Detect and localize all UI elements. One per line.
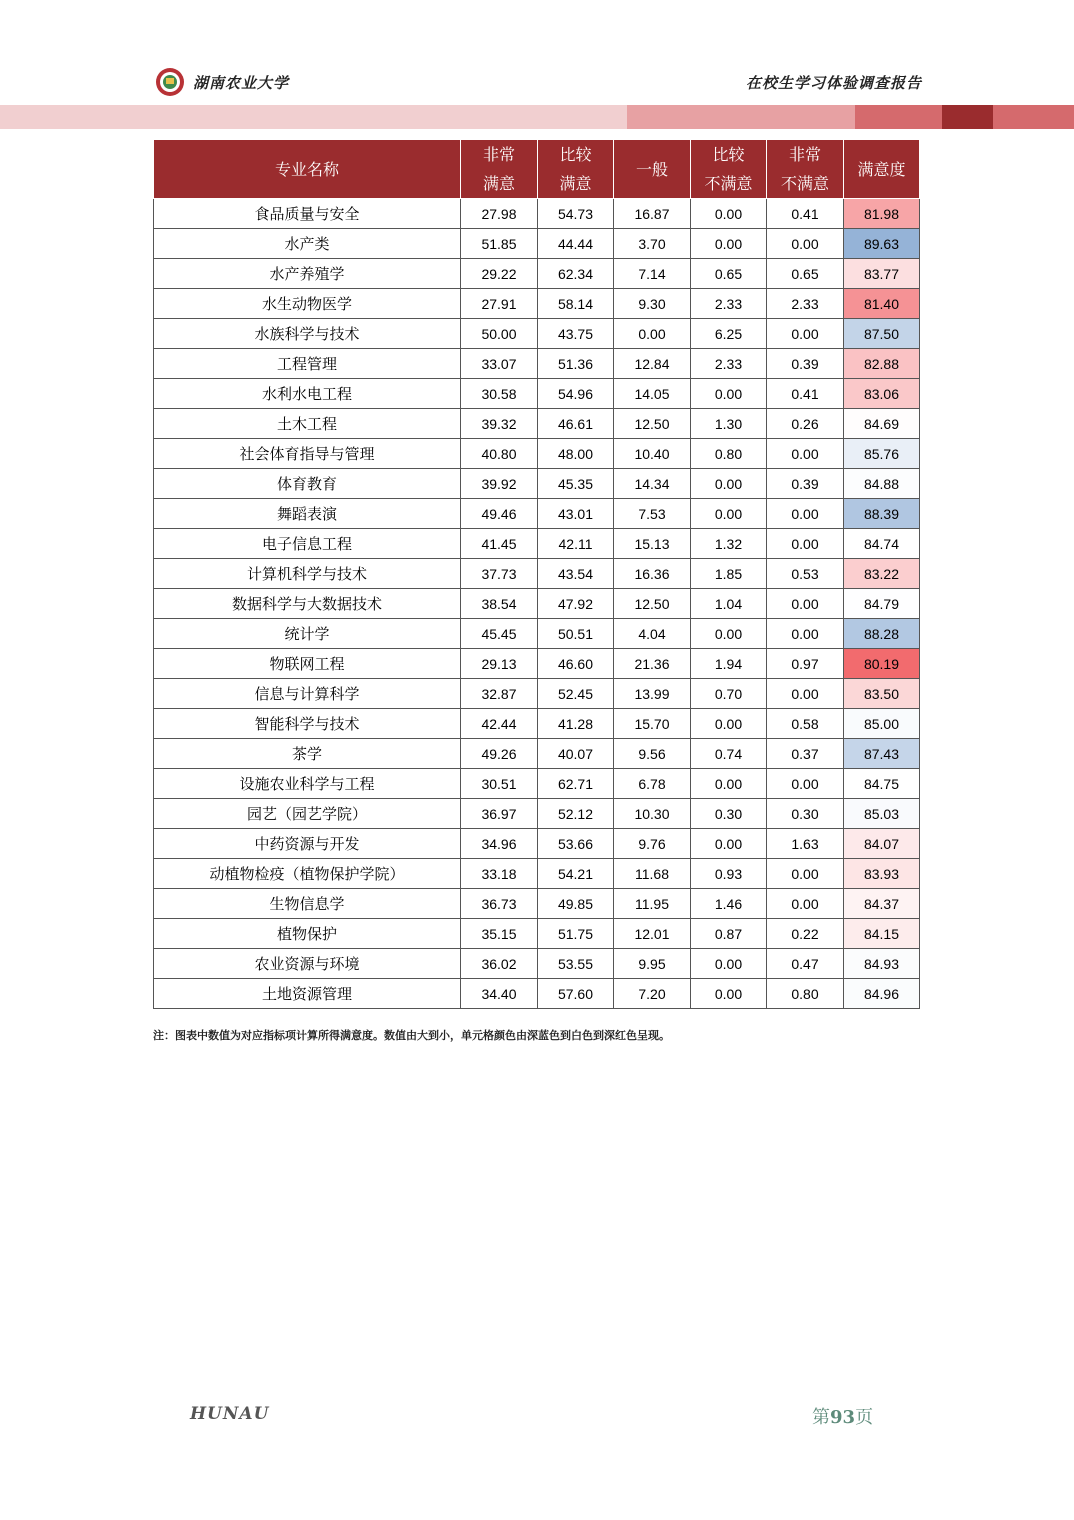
column-header-label: 非常 — [482, 145, 515, 164]
value-cell: 1.46 — [691, 889, 767, 919]
value-cell: 12.01 — [614, 919, 691, 949]
satisfaction-cell: 83.93 — [844, 859, 920, 889]
value-cell: 9.30 — [614, 289, 691, 319]
table-row — [154, 289, 920, 319]
value-cell: 40.80 — [461, 439, 538, 469]
major-name-cell: 农业资源与环境 — [154, 949, 461, 979]
page-prefix: 第 — [812, 1407, 830, 1428]
table-row — [154, 439, 920, 469]
value-cell: 40.07 — [538, 739, 614, 769]
value-cell: 57.60 — [538, 979, 614, 1009]
value-cell: 6.25 — [691, 319, 767, 349]
value-cell: 11.95 — [614, 889, 691, 919]
satisfaction-cell: 84.75 — [844, 769, 920, 799]
value-cell: 0.93 — [691, 859, 767, 889]
value-cell: 0.00 — [691, 709, 767, 739]
value-cell: 52.12 — [538, 799, 614, 829]
value-cell: 0.74 — [691, 739, 767, 769]
value-cell: 6.78 — [614, 769, 691, 799]
column-header — [461, 140, 538, 199]
satisfaction-cell: 80.19 — [844, 649, 920, 679]
value-cell: 34.40 — [461, 979, 538, 1009]
satisfaction-cell: 84.93 — [844, 949, 920, 979]
header-band — [993, 105, 1074, 129]
satisfaction-cell: 85.76 — [844, 439, 920, 469]
value-cell: 10.30 — [614, 799, 691, 829]
value-cell: 0.00 — [767, 589, 844, 619]
table-row — [154, 409, 920, 439]
value-cell: 30.51 — [461, 769, 538, 799]
value-cell: 2.33 — [691, 349, 767, 379]
major-name-cell: 园艺（园艺学院） — [154, 799, 461, 829]
table-row — [154, 679, 920, 709]
value-cell: 0.53 — [767, 559, 844, 589]
value-cell: 16.87 — [614, 199, 691, 229]
table-row — [154, 529, 920, 559]
major-name-cell: 数据科学与大数据技术 — [154, 589, 461, 619]
value-cell: 1.04 — [691, 589, 767, 619]
column-header — [154, 140, 461, 199]
value-cell: 51.36 — [538, 349, 614, 379]
value-cell: 1.30 — [691, 409, 767, 439]
column-header — [614, 140, 691, 199]
value-cell: 7.14 — [614, 259, 691, 289]
value-cell: 0.00 — [767, 229, 844, 259]
major-name-cell: 信息与计算科学 — [154, 679, 461, 709]
value-cell: 0.00 — [767, 499, 844, 529]
table-row — [154, 829, 920, 859]
value-cell: 10.40 — [614, 439, 691, 469]
table-row — [154, 259, 920, 289]
value-cell: 2.33 — [767, 289, 844, 319]
major-name-cell: 中药资源与开发 — [154, 829, 461, 859]
value-cell: 29.22 — [461, 259, 538, 289]
table-row — [154, 799, 920, 829]
major-name-cell: 社会体育指导与管理 — [154, 439, 461, 469]
value-cell: 7.20 — [614, 979, 691, 1009]
value-cell: 0.58 — [767, 709, 844, 739]
satisfaction-cell: 81.98 — [844, 199, 920, 229]
major-name-cell: 统计学 — [154, 619, 461, 649]
value-cell: 15.70 — [614, 709, 691, 739]
value-cell: 0.70 — [691, 679, 767, 709]
table-row — [154, 499, 920, 529]
value-cell: 51.85 — [461, 229, 538, 259]
value-cell: 0.80 — [691, 439, 767, 469]
value-cell: 3.70 — [614, 229, 691, 259]
value-cell: 7.53 — [614, 499, 691, 529]
value-cell: 4.04 — [614, 619, 691, 649]
value-cell: 62.34 — [538, 259, 614, 289]
value-cell: 0.65 — [691, 259, 767, 289]
major-name-cell: 动植物检疫（植物保护学院） — [154, 859, 461, 889]
table-row — [154, 319, 920, 349]
major-name-cell: 工程管理 — [154, 349, 461, 379]
value-cell: 0.00 — [691, 769, 767, 799]
table-row — [154, 199, 920, 229]
satisfaction-cell: 83.22 — [844, 559, 920, 589]
value-cell: 16.36 — [614, 559, 691, 589]
header-band — [855, 105, 942, 129]
value-cell: 12.50 — [614, 409, 691, 439]
value-cell: 50.51 — [538, 619, 614, 649]
header-band — [627, 105, 855, 129]
column-header-label: 不满意 — [704, 174, 753, 193]
satisfaction-cell: 85.00 — [844, 709, 920, 739]
value-cell: 45.35 — [538, 469, 614, 499]
value-cell: 0.00 — [767, 679, 844, 709]
value-cell: 1.32 — [691, 529, 767, 559]
major-name-cell: 智能科学与技术 — [154, 709, 461, 739]
value-cell: 0.00 — [614, 319, 691, 349]
value-cell: 0.00 — [767, 439, 844, 469]
value-cell: 0.00 — [691, 229, 767, 259]
value-cell: 52.45 — [538, 679, 614, 709]
table-row — [154, 619, 920, 649]
column-header — [691, 140, 767, 199]
value-cell: 0.00 — [691, 829, 767, 859]
major-name-cell: 茶学 — [154, 739, 461, 769]
value-cell: 49.85 — [538, 889, 614, 919]
value-cell: 53.55 — [538, 949, 614, 979]
value-cell: 0.00 — [767, 889, 844, 919]
table-row — [154, 469, 920, 499]
satisfaction-cell: 84.74 — [844, 529, 920, 559]
column-header-label: 满意度 — [857, 159, 906, 179]
value-cell: 0.00 — [767, 859, 844, 889]
value-cell: 49.46 — [461, 499, 538, 529]
value-cell: 30.58 — [461, 379, 538, 409]
table-header-row — [154, 140, 920, 199]
value-cell: 46.60 — [538, 649, 614, 679]
value-cell: 11.68 — [614, 859, 691, 889]
value-cell: 33.18 — [461, 859, 538, 889]
table-row — [154, 559, 920, 589]
table-row — [154, 649, 920, 679]
value-cell: 0.30 — [767, 799, 844, 829]
value-cell: 1.94 — [691, 649, 767, 679]
university-logo-icon — [155, 67, 185, 97]
table-row — [154, 379, 920, 409]
satisfaction-cell: 83.06 — [844, 379, 920, 409]
value-cell: 42.44 — [461, 709, 538, 739]
value-cell: 43.54 — [538, 559, 614, 589]
table-note: 注：图表中数值为对应指标项计算所得满意度。数值由大到小，单元格颜色由深蓝色到白色到深红色呈现。 — [153, 1029, 670, 1042]
major-name-cell: 计算机科学与技术 — [154, 559, 461, 589]
value-cell: 33.07 — [461, 349, 538, 379]
table-row — [154, 229, 920, 259]
satisfaction-cell: 88.39 — [844, 499, 920, 529]
value-cell: 0.00 — [691, 949, 767, 979]
satisfaction-cell: 84.15 — [844, 919, 920, 949]
satisfaction-cell: 84.79 — [844, 589, 920, 619]
value-cell: 41.45 — [461, 529, 538, 559]
value-cell: 0.00 — [691, 469, 767, 499]
value-cell: 0.41 — [767, 199, 844, 229]
value-cell: 41.28 — [538, 709, 614, 739]
value-cell: 0.97 — [767, 649, 844, 679]
major-name-cell: 水产养殖学 — [154, 259, 461, 289]
value-cell: 29.13 — [461, 649, 538, 679]
column-header — [538, 140, 614, 199]
footer-brand: HUNAU — [190, 1404, 270, 1424]
value-cell: 0.00 — [767, 529, 844, 559]
value-cell: 27.91 — [461, 289, 538, 319]
major-name-cell: 土木工程 — [154, 409, 461, 439]
value-cell: 38.54 — [461, 589, 538, 619]
value-cell: 0.47 — [767, 949, 844, 979]
value-cell: 36.97 — [461, 799, 538, 829]
major-name-cell: 物联网工程 — [154, 649, 461, 679]
column-header-label: 非常 — [788, 145, 821, 164]
value-cell: 53.66 — [538, 829, 614, 859]
satisfaction-cell: 82.88 — [844, 349, 920, 379]
page-number — [812, 1403, 873, 1429]
university-name: 湖南农业大学 — [193, 74, 290, 92]
value-cell: 50.00 — [461, 319, 538, 349]
value-cell: 0.00 — [691, 379, 767, 409]
major-name-cell: 水生动物医学 — [154, 289, 461, 319]
value-cell: 0.22 — [767, 919, 844, 949]
value-cell: 32.87 — [461, 679, 538, 709]
table-row — [154, 919, 920, 949]
value-cell: 49.26 — [461, 739, 538, 769]
value-cell: 9.76 — [614, 829, 691, 859]
table-row — [154, 349, 920, 379]
column-header-label: 满意 — [559, 174, 592, 193]
value-cell: 44.44 — [538, 229, 614, 259]
header-band — [942, 105, 993, 129]
major-name-cell: 设施农业科学与工程 — [154, 769, 461, 799]
value-cell: 0.65 — [767, 259, 844, 289]
satisfaction-cell: 81.40 — [844, 289, 920, 319]
value-cell: 0.39 — [767, 469, 844, 499]
satisfaction-cell: 87.50 — [844, 319, 920, 349]
satisfaction-cell: 84.07 — [844, 829, 920, 859]
major-name-cell: 舞蹈表演 — [154, 499, 461, 529]
column-header-label: 比较 — [559, 145, 592, 164]
value-cell: 21.36 — [614, 649, 691, 679]
table-body — [154, 199, 920, 1009]
value-cell: 0.30 — [691, 799, 767, 829]
value-cell: 12.84 — [614, 349, 691, 379]
satisfaction-cell: 84.37 — [844, 889, 920, 919]
column-header-label: 满意 — [482, 174, 515, 193]
value-cell: 12.50 — [614, 589, 691, 619]
satisfaction-table — [153, 139, 920, 1009]
column-header-label: 专业名称 — [274, 159, 339, 179]
value-cell: 0.26 — [767, 409, 844, 439]
value-cell: 2.33 — [691, 289, 767, 319]
major-name-cell: 生物信息学 — [154, 889, 461, 919]
column-header — [844, 140, 920, 199]
value-cell: 47.92 — [538, 589, 614, 619]
value-cell: 0.00 — [691, 199, 767, 229]
satisfaction-cell: 84.88 — [844, 469, 920, 499]
value-cell: 42.11 — [538, 529, 614, 559]
table-row — [154, 979, 920, 1009]
satisfaction-cell: 88.28 — [844, 619, 920, 649]
table-row — [154, 589, 920, 619]
table-row — [154, 709, 920, 739]
page-number-value: 93 — [830, 1407, 856, 1428]
major-name-cell: 食品质量与安全 — [154, 199, 461, 229]
value-cell: 14.34 — [614, 469, 691, 499]
value-cell: 15.13 — [614, 529, 691, 559]
column-header-label: 比较 — [712, 145, 745, 164]
value-cell: 58.14 — [538, 289, 614, 319]
major-name-cell: 电子信息工程 — [154, 529, 461, 559]
value-cell: 13.99 — [614, 679, 691, 709]
satisfaction-cell: 84.96 — [844, 979, 920, 1009]
value-cell: 0.87 — [691, 919, 767, 949]
value-cell: 48.00 — [538, 439, 614, 469]
value-cell: 46.61 — [538, 409, 614, 439]
value-cell: 36.73 — [461, 889, 538, 919]
satisfaction-cell: 89.63 — [844, 229, 920, 259]
table-row — [154, 859, 920, 889]
value-cell: 1.63 — [767, 829, 844, 859]
major-name-cell: 水产类 — [154, 229, 461, 259]
column-header-label: 不满意 — [780, 174, 829, 193]
value-cell: 0.00 — [767, 769, 844, 799]
value-cell: 54.73 — [538, 199, 614, 229]
value-cell: 27.98 — [461, 199, 538, 229]
satisfaction-cell: 83.50 — [844, 679, 920, 709]
table-row — [154, 889, 920, 919]
value-cell: 39.92 — [461, 469, 538, 499]
value-cell: 43.01 — [538, 499, 614, 529]
value-cell: 37.73 — [461, 559, 538, 589]
value-cell: 51.75 — [538, 919, 614, 949]
value-cell: 39.32 — [461, 409, 538, 439]
value-cell: 1.85 — [691, 559, 767, 589]
value-cell: 9.56 — [614, 739, 691, 769]
value-cell: 0.00 — [691, 619, 767, 649]
table-row — [154, 949, 920, 979]
value-cell: 0.00 — [767, 619, 844, 649]
major-name-cell: 水族科学与技术 — [154, 319, 461, 349]
satisfaction-cell: 87.43 — [844, 739, 920, 769]
value-cell: 0.00 — [691, 979, 767, 1009]
report-title: 在校生学习体验调查报告 — [745, 74, 922, 92]
value-cell: 36.02 — [461, 949, 538, 979]
satisfaction-cell: 83.77 — [844, 259, 920, 289]
major-name-cell: 土地资源管理 — [154, 979, 461, 1009]
column-header-label: 一般 — [635, 159, 668, 179]
value-cell: 43.75 — [538, 319, 614, 349]
value-cell: 34.96 — [461, 829, 538, 859]
satisfaction-cell: 84.69 — [844, 409, 920, 439]
value-cell: 54.21 — [538, 859, 614, 889]
value-cell: 0.39 — [767, 349, 844, 379]
value-cell: 14.05 — [614, 379, 691, 409]
value-cell: 45.45 — [461, 619, 538, 649]
page-suffix: 页 — [855, 1407, 874, 1428]
major-name-cell: 植物保护 — [154, 919, 461, 949]
value-cell: 0.41 — [767, 379, 844, 409]
value-cell: 54.96 — [538, 379, 614, 409]
value-cell: 0.00 — [691, 499, 767, 529]
satisfaction-cell: 85.03 — [844, 799, 920, 829]
value-cell: 0.37 — [767, 739, 844, 769]
major-name-cell: 体育教育 — [154, 469, 461, 499]
column-header — [767, 140, 844, 199]
value-cell: 62.71 — [538, 769, 614, 799]
major-name-cell: 水利水电工程 — [154, 379, 461, 409]
value-cell: 35.15 — [461, 919, 538, 949]
header-band — [0, 105, 627, 129]
value-cell: 0.80 — [767, 979, 844, 1009]
table-row — [154, 739, 920, 769]
value-cell: 0.00 — [767, 319, 844, 349]
value-cell: 9.95 — [614, 949, 691, 979]
table-row — [154, 769, 920, 799]
